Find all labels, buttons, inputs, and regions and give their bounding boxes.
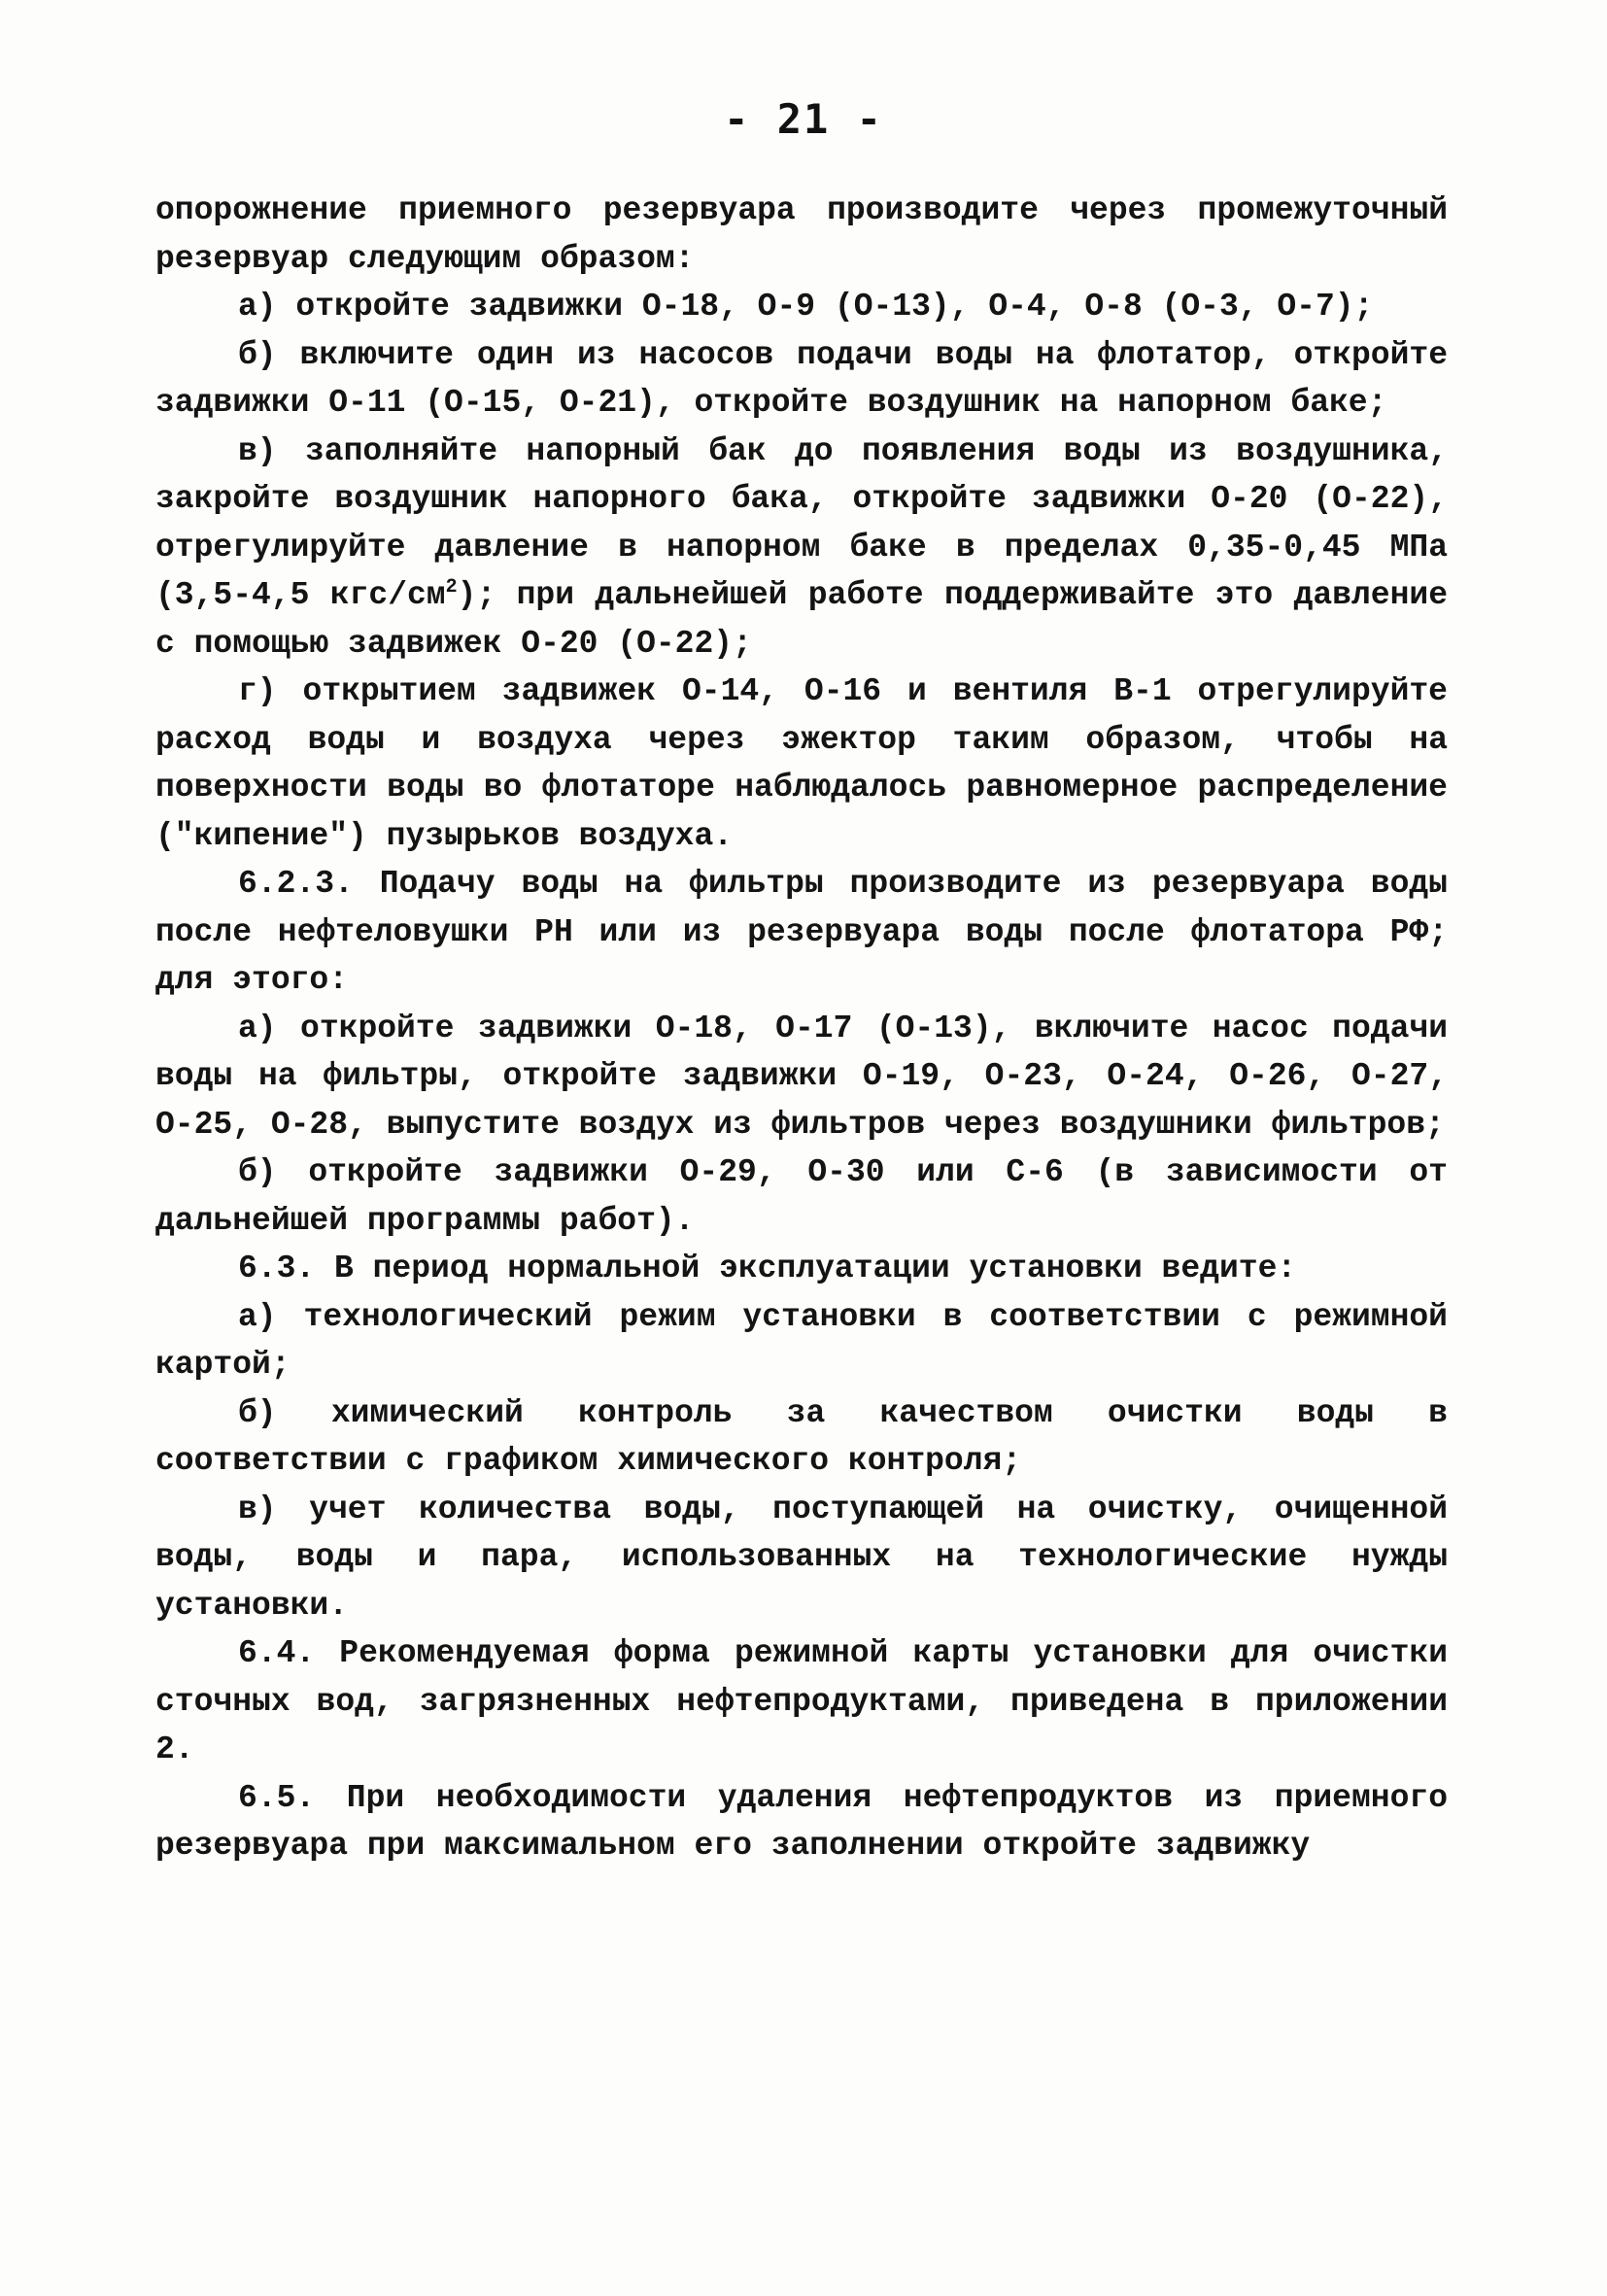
paragraph-continuation: опорожнение приемного резервуара производите через промежуточный резервуар следующим образом: [155, 192, 1448, 277]
document-body [155, 187, 1448, 1870]
step-v-fill-tank [155, 428, 1448, 668]
section-6-5: 6.5. При необходимости удаления нефтепродуктов из приемного резервуара при максимальном его заполнении откройте задвижку [155, 1779, 1448, 1864]
section-6-3: 6.3. В период нормальной эксплуатации установки ведите: [238, 1251, 1297, 1286]
step-a-filters: а) откройте задвижки О-18, О-17 (О-13), включите насос подачи воды на фильтры, откройте задвижки О-19, О-23, О-24, О-26, О-27, О-25, О-28, выпустите воздух из фильтров через воздушники фильтров; [155, 1010, 1448, 1143]
item-v-accounting: в) учет количества воды, поступающей на очистку, очищенной воды, воды и пара, использованных на технологические нужды установки. [155, 1491, 1448, 1624]
item-b-chemical-control: б) химический контроль за качеством очистки воды в соответствии с графиком химического контроля; [155, 1394, 1448, 1479]
step-g-adjust-flow: г) открытием задвижек О-14, О-16 и вентиля В-1 отрегулируйте расход воды и воздуха через эжектор таким образом, чтобы на поверхности воды во флотаторе наблюдалось равномерное распределение ("кипение") пузырьков воздуха. [155, 673, 1448, 854]
step-b-filters: б) откройте задвижки О-29, О-30 или С-6 (в зависимости от дальнейшей программы работ). [155, 1154, 1448, 1239]
item-a-regime: а) технологический режим установки в соответствии с режимной картой; [155, 1298, 1448, 1383]
superscript-2: 2 [445, 576, 458, 599]
section-6-4: 6.4. Рекомендуемая форма режимной карты установки для очистки сточных вод, загрязненных нефтепродуктами, приведена в приложении 2. [155, 1635, 1448, 1767]
step-a-open-valves: а) откройте задвижки О-18, О-9 (О-13), О-4, О-8 (О-3, О-7); [238, 289, 1374, 325]
step-v-text: в) заполняйте напорный бак до появления воды из воздушника, закройте воздушник напорного бака, откройте задвижки О-20 (О-22), отрегулируйте давление в напорном баке в пределах 0,35-0,45 МПа (3,5-4,5 кгс/см [155, 432, 1448, 613]
step-v-tail: ); при дальнейшей работе поддерживайте это давление с помощью задвижек О-20 (О-22); [155, 577, 1448, 662]
section-6-2-3: 6.2.3. Подачу воды на фильтры производите из резервуара воды после нефтеловушки РН или из резервуара воды после флотатора РФ; для этого: [155, 866, 1448, 998]
page-number: - 21 - [724, 95, 883, 143]
step-b-start-pump: б) включите один из насосов подачи воды на флотатор, откройте задвижки О-11 (О-15, О-21), откройте воздушник на напорном баке; [155, 336, 1448, 421]
